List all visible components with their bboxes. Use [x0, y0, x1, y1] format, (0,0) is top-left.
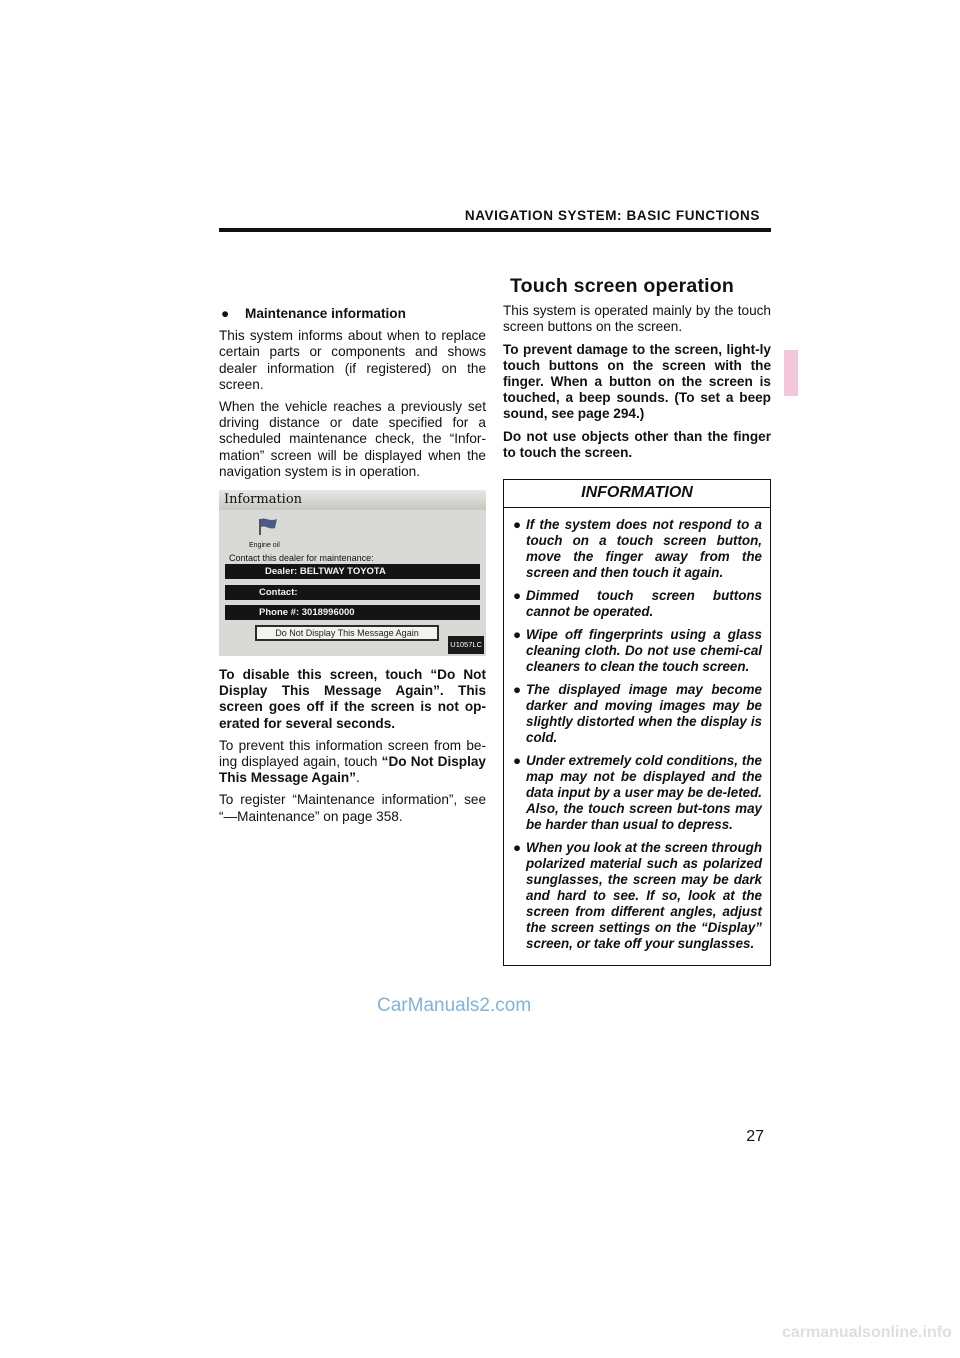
dealer-row: Dealer: BELTWAY TOYOTA	[225, 564, 480, 579]
engine-oil-label: Engine oil	[249, 542, 280, 550]
bullet-icon: ●	[512, 753, 522, 769]
contact-dealer-text: Contact this dealer for maintenance:	[229, 553, 374, 564]
touch-para-1: This system is operated mainly by the touch screen buttons on the screen.	[503, 303, 771, 335]
section-title: Touch screen operation	[510, 275, 734, 297]
info-item: ● Dimmed touch screen buttons cannot be operated.	[508, 588, 762, 620]
watermark[interactable]: CarManuals2.com	[377, 995, 532, 1016]
left-column	[219, 306, 486, 831]
info-item: ● The displayed image may become darker and moving images may be slightly distorted when the display is cold.	[508, 682, 762, 746]
information-screenshot	[219, 490, 486, 656]
phone-row: Phone #: 3018996000	[225, 605, 480, 620]
page-number: 27	[746, 1128, 764, 1145]
bullet-icon: ●	[512, 840, 522, 856]
footer-watermark: carmanualsonline.info	[782, 1324, 952, 1341]
header-rule	[219, 228, 771, 232]
contact-row: Contact:	[225, 585, 480, 600]
info-item: ● If the system does not respond to a touch on a touch screen button, move the finger away from the screen and then touch it again.	[508, 517, 762, 581]
register-maintenance-para: To register “Maintenance information”, see “—Maintenance” on page 358.	[219, 792, 486, 824]
running-header: NAVIGATION SYSTEM: BASIC FUNCTIONS	[464, 208, 760, 223]
bullet-icon: ●	[512, 627, 522, 643]
info-item: ● Under extremely cold conditions, the map may not be displayed and the data input by a user may be de-leted. Also, the touch screen but-tons may be harder than usual to depress.	[508, 753, 762, 833]
screenshot-title: Information	[219, 490, 486, 510]
disable-instruction: To disable this screen, touch “Do Not Display This Message Again”. This screen goes off if the screen is not op-erated for several seconds.	[219, 667, 486, 731]
touch-para-3: Do not use objects other than the finger to touch the screen.	[503, 428, 771, 460]
info-item: ● When you look at the screen through polarized material such as polarized sunglasses, the screen may be dark and hard to see. If so, look at the screen from different angles, adjust the screen settings on the “Display” screen, or take off your sunglasses.	[508, 840, 762, 952]
prevent-display-para: To prevent this information screen from be-ing displayed again, touch “Do Not Display This Message Again”.	[219, 737, 486, 786]
bullet-icon: ●	[512, 517, 522, 533]
bullet-icon: ●	[512, 588, 522, 604]
bullet-icon: ●	[512, 682, 522, 698]
figure-code: U1057LC	[448, 636, 484, 654]
maintenance-para-1: This system informs about when to replace certain parts or components and shows dealer information (if registered) on the screen.	[219, 328, 486, 392]
bullet-icon: ●	[221, 306, 230, 321]
section-tab	[784, 350, 798, 396]
maintenance-para-2: When the vehicle reaches a previously set driving distance or date specified for a scheduled maintenance check, the “Infor-mation” screen will be displayed when the navigation system is in operation.	[219, 399, 486, 479]
maintenance-heading: ● Maintenance information	[221, 306, 406, 321]
touch-para-2: To prevent damage to the screen, light-ly touch buttons on the screen with the finger. When a button on the screen is touched, a beep sounds. (To set a beep sound, see page 294.)	[503, 341, 771, 422]
do-not-display-button[interactable]: Do Not Display This Message Again	[255, 625, 439, 641]
information-title: INFORMATION	[504, 485, 770, 508]
information-box	[503, 479, 771, 966]
right-column	[503, 275, 771, 966]
info-item: ● Wipe off fingerprints using a glass cleaning cloth. Do not use chemi-cal cleaners to clean the touch screen.	[508, 627, 762, 675]
engine-oil-icon	[257, 517, 279, 535]
